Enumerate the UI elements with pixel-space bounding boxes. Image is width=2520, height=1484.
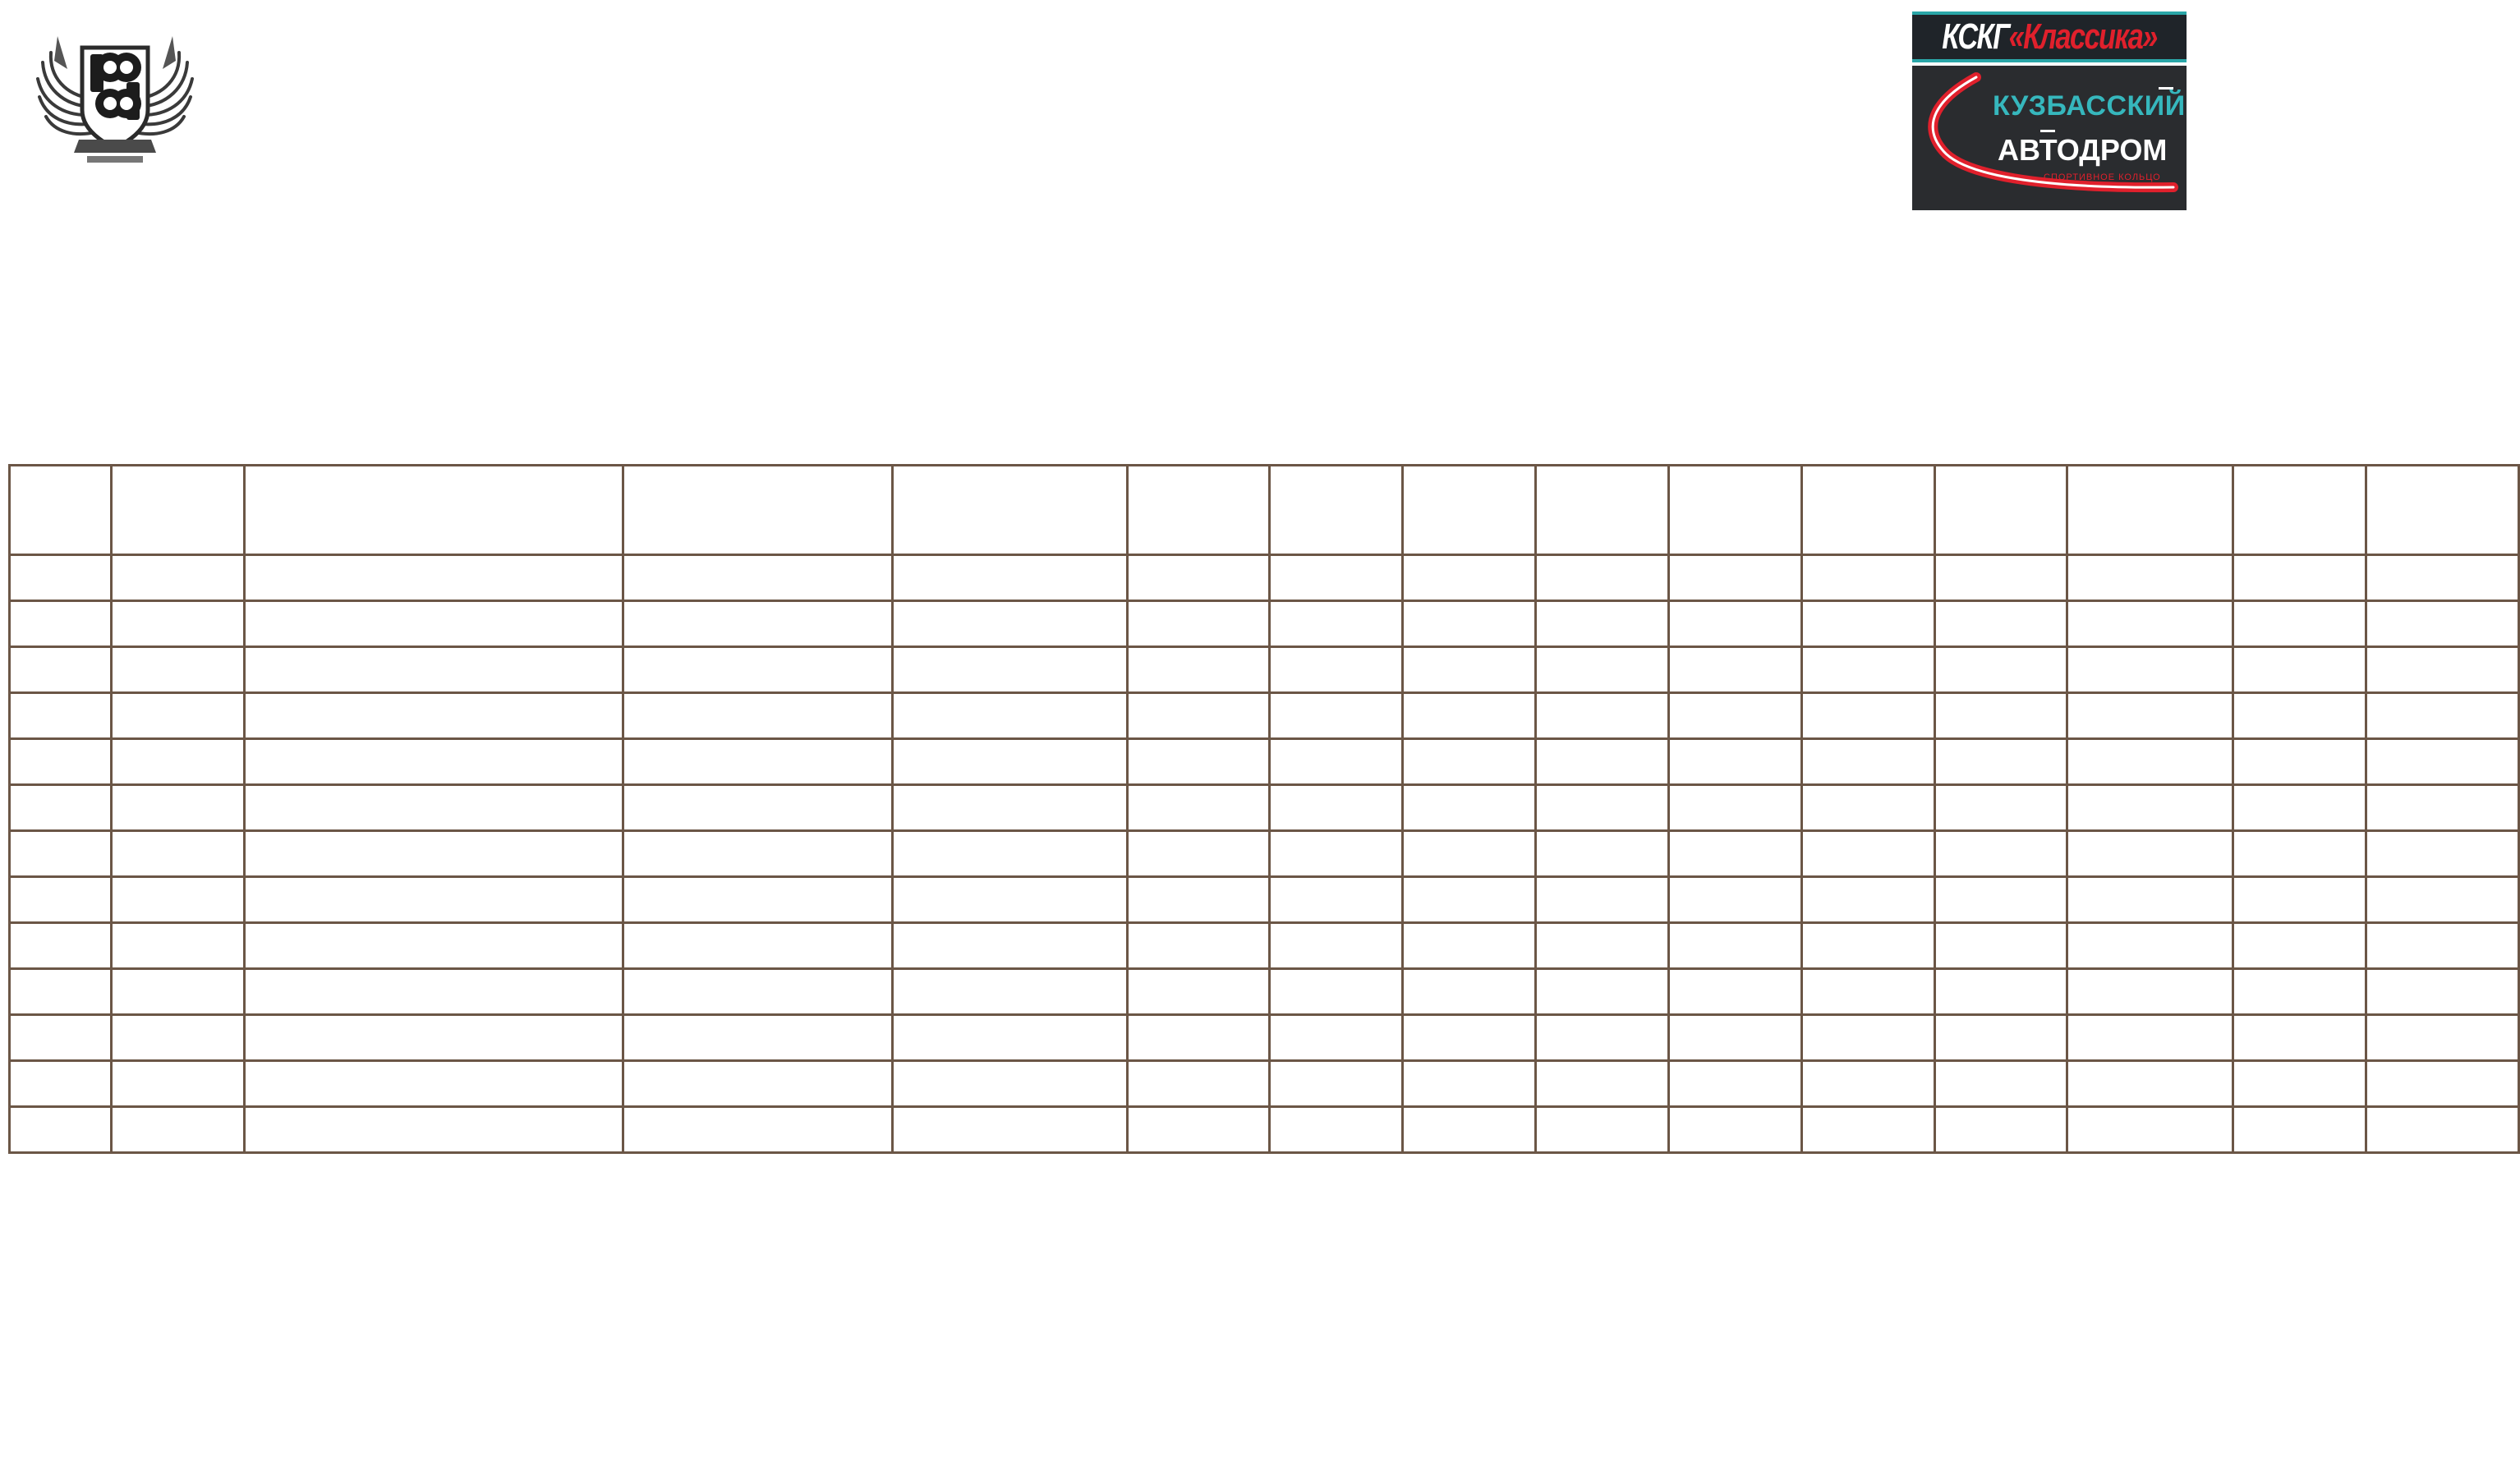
table-cell	[244, 877, 623, 923]
table-cell	[623, 969, 893, 1015]
table-cell	[111, 877, 244, 923]
table-cell	[2067, 601, 2233, 647]
table-cell	[1270, 923, 1403, 969]
table-cell	[892, 877, 1127, 923]
table-cell	[2067, 647, 2233, 693]
table-cell	[2366, 831, 2519, 877]
table-cell	[111, 1107, 244, 1153]
table-cell	[1801, 739, 1934, 785]
table-cell	[1127, 831, 1270, 877]
table-cell	[1403, 555, 1536, 601]
teal-stripe-top	[1912, 11, 2187, 15]
table-cell	[892, 785, 1127, 831]
table-cell	[10, 1061, 112, 1107]
table-cell	[1536, 969, 1669, 1015]
table-cell	[1801, 1107, 1934, 1153]
autodrom-badge	[1912, 66, 2187, 210]
table-cell	[1270, 1015, 1403, 1061]
table-cell	[111, 647, 244, 693]
table-row	[10, 1015, 2519, 1061]
table-row	[10, 969, 2519, 1015]
table-cell	[1934, 969, 2067, 1015]
klassika-text	[1943, 16, 2157, 57]
table-cell	[1801, 601, 1934, 647]
kuzbass-label: КУЗБАССКИЙ	[1993, 90, 2186, 122]
table-row	[10, 785, 2519, 831]
table-cell	[10, 923, 112, 969]
table-cell	[111, 1061, 244, 1107]
header-cell	[111, 466, 244, 555]
table-cell	[2366, 1015, 2519, 1061]
table-cell	[1270, 693, 1403, 739]
header-cell	[1668, 466, 1801, 555]
table-cell	[2366, 923, 2519, 969]
header-cell	[2067, 466, 2233, 555]
table-cell	[1934, 877, 2067, 923]
header-cell	[623, 466, 893, 555]
table-cell	[2067, 785, 2233, 831]
table-cell	[2366, 969, 2519, 1015]
table-cell	[1127, 1107, 1270, 1153]
table-cell	[2233, 647, 2366, 693]
table-cell	[623, 601, 893, 647]
table-cell	[1801, 647, 1934, 693]
table-cell	[1668, 831, 1801, 877]
table-cell	[1536, 601, 1669, 647]
table-cell	[1270, 555, 1403, 601]
table-cell	[1934, 785, 2067, 831]
table-cell	[111, 601, 244, 647]
table-cell	[2233, 877, 2366, 923]
table-cell	[1934, 647, 2067, 693]
table-cell	[1127, 739, 1270, 785]
table-cell	[1270, 1061, 1403, 1107]
table-cell	[1934, 1107, 2067, 1153]
table-cell	[1934, 555, 2067, 601]
table-cell	[1536, 831, 1669, 877]
table-cell	[2233, 785, 2366, 831]
sport-ring-label: СПОРТИВНОЕ КОЛЬЦО	[2044, 172, 2161, 182]
table-cell	[2233, 969, 2366, 1015]
table-cell	[1127, 647, 1270, 693]
table-cell	[1934, 923, 2067, 969]
table-cell	[1801, 1061, 1934, 1107]
table-cell	[1270, 877, 1403, 923]
table-header-row	[10, 466, 2519, 555]
table-cell	[1127, 1061, 1270, 1107]
table-cell	[1403, 785, 1536, 831]
header-cell	[1801, 466, 1934, 555]
table-cell	[1536, 877, 1669, 923]
table-cell	[1403, 923, 1536, 969]
teal-stripe-bottom	[1912, 59, 2187, 62]
table-cell	[2067, 969, 2233, 1015]
table-cell	[244, 739, 623, 785]
table-cell	[244, 831, 623, 877]
table-cell	[2067, 831, 2233, 877]
table-cell	[1668, 555, 1801, 601]
table-cell	[2067, 1107, 2233, 1153]
table-cell	[2067, 923, 2233, 969]
table-cell	[1403, 647, 1536, 693]
table-cell	[1668, 969, 1801, 1015]
table-cell	[10, 831, 112, 877]
table-cell	[1668, 877, 1801, 923]
table-cell	[1403, 693, 1536, 739]
table-cell	[10, 601, 112, 647]
table-cell	[244, 785, 623, 831]
table-cell	[623, 647, 893, 693]
table-cell	[1934, 1015, 2067, 1061]
table-cell	[1668, 601, 1801, 647]
table-row	[10, 555, 2519, 601]
table-cell	[244, 969, 623, 1015]
table-cell	[1536, 1015, 1669, 1061]
table-cell	[1127, 877, 1270, 923]
table-cell	[2366, 877, 2519, 923]
table-cell	[623, 739, 893, 785]
table-cell	[1668, 923, 1801, 969]
table-cell	[1127, 785, 1270, 831]
header-cell	[1270, 466, 1403, 555]
header-cell	[2233, 466, 2366, 555]
table-cell	[111, 969, 244, 1015]
table-cell	[1127, 693, 1270, 739]
table-cell	[1801, 1015, 1934, 1061]
table-cell	[1934, 693, 2067, 739]
table-cell	[1403, 1015, 1536, 1061]
table-cell	[892, 831, 1127, 877]
table-cell	[1403, 601, 1536, 647]
table-cell	[2366, 693, 2519, 739]
table-cell	[623, 923, 893, 969]
table-row	[10, 647, 2519, 693]
klassika-banner	[1912, 11, 2187, 62]
table-cell	[1934, 831, 2067, 877]
table-cell	[1127, 923, 1270, 969]
header-cell	[892, 466, 1127, 555]
table-cell	[10, 1015, 112, 1061]
table-cell	[111, 555, 244, 601]
table-cell	[244, 1107, 623, 1153]
autodrom-label: АВТОДРОМ	[1998, 133, 2168, 167]
table-cell	[1801, 693, 1934, 739]
table-cell	[111, 785, 244, 831]
table-row	[10, 877, 2519, 923]
raf-emblem-logo	[33, 20, 197, 168]
results-table	[8, 464, 2520, 1154]
table-cell	[892, 739, 1127, 785]
table-cell	[1536, 693, 1669, 739]
header-cell	[1127, 466, 1270, 555]
table-cell	[623, 785, 893, 831]
table-cell	[2366, 601, 2519, 647]
table-cell	[244, 1015, 623, 1061]
table-cell	[1403, 1107, 1536, 1153]
table-cell	[244, 693, 623, 739]
table-cell	[2067, 555, 2233, 601]
table-cell	[1270, 831, 1403, 877]
table-cell	[1801, 923, 1934, 969]
table-cell	[2067, 693, 2233, 739]
table-cell	[623, 831, 893, 877]
table-row	[10, 1107, 2519, 1153]
header-cell	[244, 466, 623, 555]
table-cell	[892, 693, 1127, 739]
table-cell	[1801, 877, 1934, 923]
table-cell	[1403, 969, 1536, 1015]
table-cell	[1934, 739, 2067, 785]
table-cell	[2067, 877, 2233, 923]
table-cell	[1536, 739, 1669, 785]
header-cell	[10, 466, 112, 555]
table-cell	[2233, 923, 2366, 969]
table-cell	[1934, 1061, 2067, 1107]
table-cell	[1127, 1015, 1270, 1061]
table-cell	[1403, 831, 1536, 877]
table-cell	[892, 1061, 1127, 1107]
table-cell	[2233, 1015, 2366, 1061]
table-cell	[1536, 785, 1669, 831]
table-cell	[1536, 647, 1669, 693]
table-cell	[1536, 1061, 1669, 1107]
table-cell	[2067, 1061, 2233, 1107]
table-cell	[1270, 739, 1403, 785]
table-cell	[892, 923, 1127, 969]
table-cell	[623, 555, 893, 601]
table-cell	[1668, 1061, 1801, 1107]
table-cell	[2233, 555, 2366, 601]
table-cell	[244, 647, 623, 693]
table-cell	[2233, 693, 2366, 739]
table-cell	[1403, 877, 1536, 923]
table-cell	[2233, 739, 2366, 785]
kuzbass-autodrom-logo	[1912, 11, 2187, 210]
table-cell	[10, 739, 112, 785]
header-cell	[1934, 466, 2067, 555]
header-cell	[2366, 466, 2519, 555]
klassika-name: «Классика»	[2008, 16, 2157, 57]
table-cell	[1801, 555, 1934, 601]
table-cell	[1536, 923, 1669, 969]
table-cell	[623, 877, 893, 923]
table-cell	[111, 693, 244, 739]
table-cell	[1403, 739, 1536, 785]
table-cell	[1801, 969, 1934, 1015]
table-cell	[2067, 739, 2233, 785]
table-row	[10, 601, 2519, 647]
table-cell	[2366, 555, 2519, 601]
table-cell	[1127, 969, 1270, 1015]
table-cell	[2233, 1107, 2366, 1153]
table-cell	[1668, 785, 1801, 831]
table-row	[10, 739, 2519, 785]
table-cell	[1270, 647, 1403, 693]
table-cell	[2366, 647, 2519, 693]
table-cell	[10, 693, 112, 739]
table-cell	[111, 923, 244, 969]
table-cell	[10, 969, 112, 1015]
table-row	[10, 693, 2519, 739]
table-cell	[2067, 1015, 2233, 1061]
table-cell	[2366, 1107, 2519, 1153]
table-cell	[2233, 601, 2366, 647]
table-cell	[892, 647, 1127, 693]
table-cell	[623, 693, 893, 739]
table-cell	[1668, 739, 1801, 785]
table-cell	[623, 1107, 893, 1153]
table-cell	[10, 647, 112, 693]
table-cell	[1668, 1015, 1801, 1061]
table-cell	[1668, 647, 1801, 693]
table-cell	[10, 877, 112, 923]
table-cell	[111, 831, 244, 877]
table-cell	[1801, 785, 1934, 831]
table-cell	[111, 1015, 244, 1061]
table-cell	[1127, 555, 1270, 601]
table-cell	[1270, 1107, 1403, 1153]
table-cell	[623, 1061, 893, 1107]
table-cell	[1668, 693, 1801, 739]
table-cell	[892, 969, 1127, 1015]
table-cell	[1127, 601, 1270, 647]
table-cell	[892, 1107, 1127, 1153]
header-cell	[1536, 466, 1669, 555]
table-row	[10, 923, 2519, 969]
table-cell	[1270, 969, 1403, 1015]
table-cell	[1536, 555, 1669, 601]
table-cell	[1801, 831, 1934, 877]
table-cell	[244, 923, 623, 969]
table-cell	[10, 555, 112, 601]
klassika-prefix: КСКГ	[1942, 16, 2009, 57]
table-cell	[244, 555, 623, 601]
table-cell	[2233, 831, 2366, 877]
table-cell	[623, 1015, 893, 1061]
table-cell	[1403, 1061, 1536, 1107]
table-cell	[244, 601, 623, 647]
table-cell	[1536, 1107, 1669, 1153]
table-cell	[111, 739, 244, 785]
table-cell	[1270, 785, 1403, 831]
table-cell	[892, 601, 1127, 647]
header-cell	[1403, 466, 1536, 555]
table-cell	[2233, 1061, 2366, 1107]
table-cell	[244, 1061, 623, 1107]
table-cell	[1668, 1107, 1801, 1153]
table-row	[10, 831, 2519, 877]
table-row	[10, 1061, 2519, 1107]
table-cell	[10, 1107, 112, 1153]
table-cell	[2366, 739, 2519, 785]
table-cell	[10, 785, 112, 831]
table-cell	[2366, 785, 2519, 831]
table-cell	[892, 555, 1127, 601]
table-cell	[1934, 601, 2067, 647]
table-cell	[892, 1015, 1127, 1061]
table-cell	[1270, 601, 1403, 647]
table-cell	[2366, 1061, 2519, 1107]
results-grid	[8, 464, 2520, 1154]
